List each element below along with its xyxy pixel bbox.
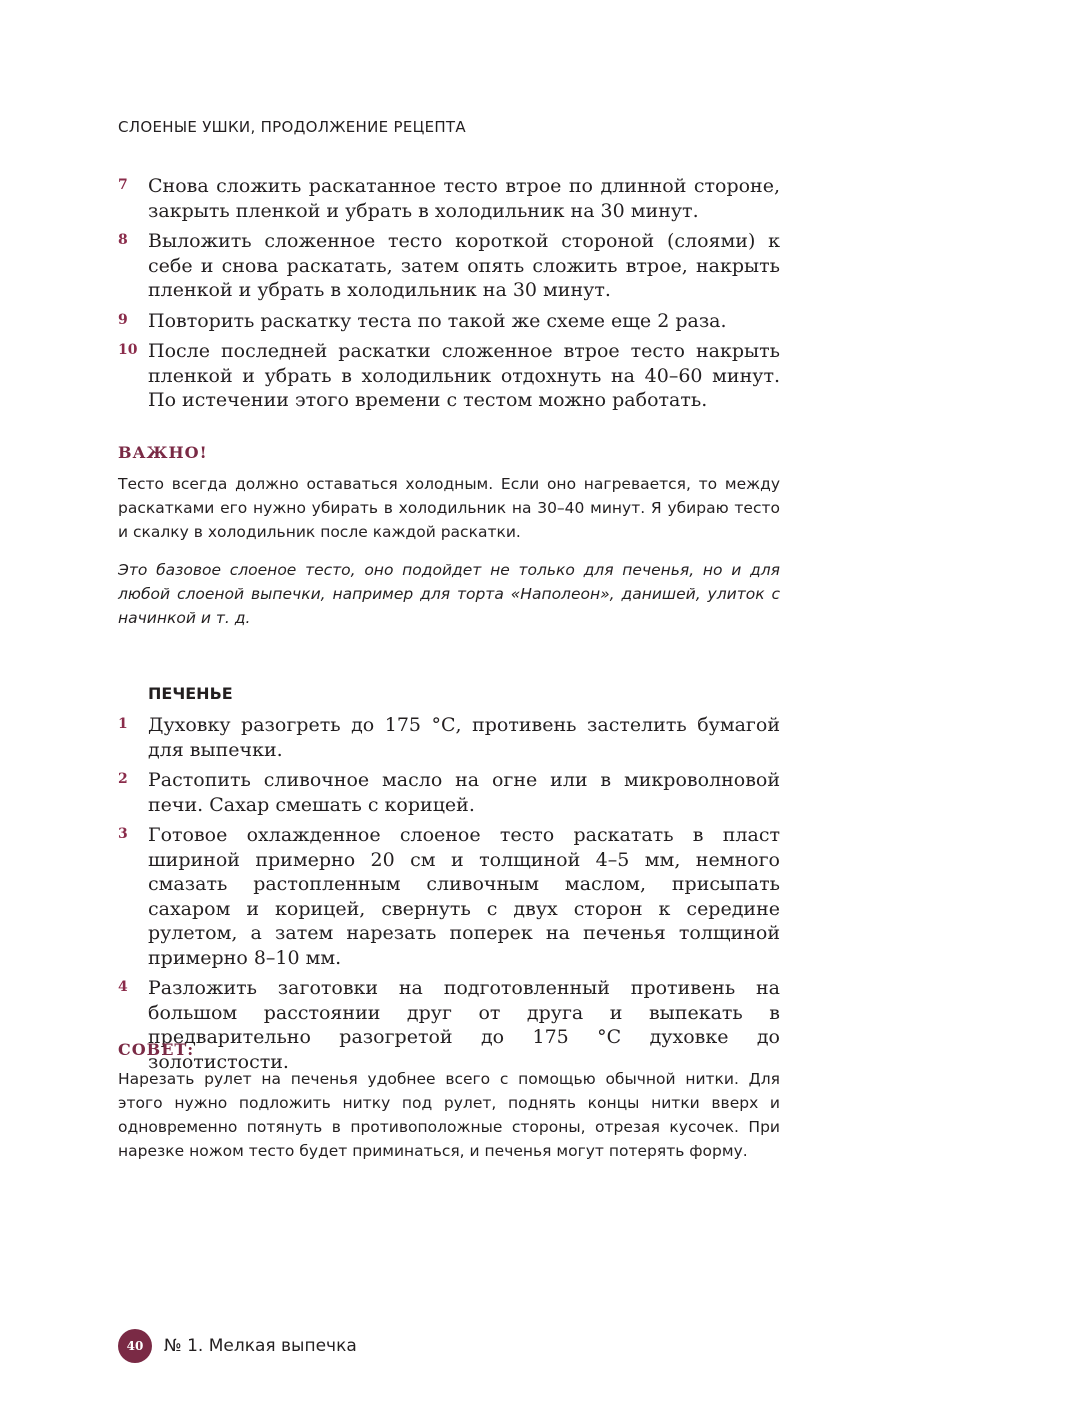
important-text: Тесто всегда должно оставаться холодным. Если оно нагревается, то между раскатками его нужно убирать в холодильник на 30–40 минут. Я убираю тесто и скалку в холодильник после каждой раскатки. [118, 475, 780, 541]
step-number: 2 [118, 771, 128, 787]
running-head: СЛОЕНЫЕ УШКИ, ПРОДОЛЖЕНИЕ РЕЦЕПТА [118, 118, 466, 136]
list-item [118, 174, 780, 223]
step-text: Духовку разогреть до 175 °С, противень застелить бумагой для выпечки. [148, 714, 780, 761]
list-item [118, 309, 780, 334]
page-footer [118, 1328, 357, 1364]
list-item [118, 823, 780, 970]
important-label: ВАЖНО! [118, 443, 208, 462]
step-text: Разложить заготовки на подготовленный противень на большом расстоянии друг от друга и выпекать в предварительно разогретой до 175 °С духовке до золотистости. [148, 977, 780, 1073]
step-text: Готовое охлажденное слоеное тесто раскатать в пласт шириной примерно 20 см и толщиной 4–5 мм, немного смазать растопленным сливочным маслом, присыпать сахаром и корицей, свернуть с двух сторон к середине рулетом, а затем нарезать поперек на печенья толщиной примерно 8–10 мм. [148, 824, 780, 969]
list-item [118, 229, 780, 303]
step-number: 8 [118, 232, 128, 248]
list-item [118, 339, 780, 413]
step-number: 4 [118, 979, 128, 995]
step-number: 9 [118, 311, 128, 328]
page-number-badge: 40 [118, 1329, 152, 1363]
step-number: 10 [118, 342, 138, 358]
step-text: Выложить сложенное тесто короткой стороной (слоями) к себе и снова раскатать, затем опять сложить втрое, накрыть пленкой и убрать в холодильник на 30 минут. [148, 230, 780, 301]
step-text: Снова сложить раскатанное тесто втрое по длинной стороне, закрыть пленкой и убрать в холодильник на 30 минут. [148, 175, 780, 222]
list-item [118, 976, 780, 1074]
tip-text: Нарезать рулет на печенья удобнее всего с помощью обычной нитки. Для этого нужно подложить нитку под рулет, поднять концы нитки вверх и одновременно потянуть в противоположные стороны, отрезая кусочек. При нарезке ножом тесто будет приминаться, и печенья могут потерять форму. [118, 1070, 780, 1160]
step-number: 7 [118, 177, 128, 193]
dough-steps-list [118, 174, 780, 419]
tip-label: СОВЕТ: [118, 1040, 195, 1059]
step-text: Растопить сливочное масло на огне или в микроволновой печи. Сахар смешать с корицей. [148, 769, 780, 816]
cookie-steps-list [118, 713, 780, 1080]
step-number: 3 [118, 826, 128, 842]
step-text: Повторить раскатку теста по такой же схеме еще 2 раза. [148, 309, 727, 332]
list-item [118, 768, 780, 817]
list-item [118, 713, 780, 762]
base-dough-note: Это базовое слоеное тесто, оно подойдет не только для печенья, но и для любой слоеной выпечки, например для торта «Наполеон», данишей, улиток с начинкой и т. д. [118, 561, 780, 627]
step-number: 1 [118, 716, 128, 732]
section-heading-cookies: ПЕЧЕНЬЕ [148, 684, 233, 703]
step-text: После последней раскатки сложенное втрое тесто накрыть пленкой и убрать в холодильник отдохнуть на 40–60 минут. По истечении этого времени с тестом можно работать. [148, 340, 780, 411]
chapter-title: № 1. Мелкая выпечка [164, 1336, 357, 1356]
